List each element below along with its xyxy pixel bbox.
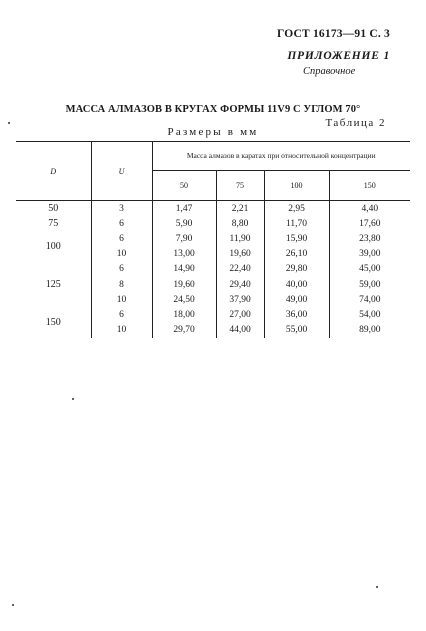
cell-diameter: 75: [48, 218, 59, 230]
table-number: Таблица 2: [325, 117, 386, 129]
cell-mass: 5,90: [152, 216, 216, 231]
cell-mass: 29,70: [152, 323, 216, 338]
column-header-u: U: [91, 142, 152, 201]
cell-mass: 23,80: [329, 231, 410, 246]
cell-u: 3: [91, 201, 152, 217]
cell-diameter: 150: [45, 317, 61, 328]
appendix-label: ПРИЛОЖЕНИЕ 1: [287, 50, 390, 62]
diamond-mass-table: [16, 141, 410, 338]
cell-u: 8: [91, 277, 152, 292]
cell-mass: 24,50: [152, 292, 216, 307]
cell-mass: 4,40: [329, 201, 410, 217]
cell-mass: 29,80: [264, 262, 329, 277]
column-header-concentration: 50: [152, 171, 216, 201]
cell-u: 10: [91, 323, 152, 338]
scan-speck: [376, 586, 378, 588]
scan-speck: [8, 122, 10, 124]
cell-diameter: 50: [48, 203, 59, 215]
cell-diameter: 100: [45, 241, 61, 253]
cell-mass: 19,60: [216, 247, 264, 262]
table-body: [16, 201, 410, 338]
scan-speck: [72, 398, 74, 400]
cell-mass: 27,00: [216, 307, 264, 322]
document-title: МАССА АЛМАЗОВ В КРУГАХ ФОРМЫ 11V9 С УГЛОМ 70°: [65, 104, 361, 115]
appendix-type: Справочное: [303, 66, 356, 77]
cell-u: 10: [91, 247, 152, 262]
cell-mass: 44,00: [216, 323, 264, 338]
column-header-d: D: [16, 142, 91, 201]
table-row: [16, 262, 410, 277]
cell-mass: 7,90: [152, 231, 216, 246]
cell-mass: 29,40: [216, 277, 264, 292]
cell-u: 6: [91, 262, 152, 277]
cell-mass: 2,21: [216, 201, 264, 217]
scan-speck: [12, 604, 14, 606]
column-header-concentration: 100: [264, 171, 329, 201]
column-header-concentration: 75: [216, 171, 264, 201]
table-row: [16, 307, 410, 322]
cell-mass: 54,00: [329, 307, 410, 322]
cell-mass: 45,00: [329, 262, 410, 277]
cell-mass: 2,95: [264, 201, 329, 217]
cell-diameter: 125: [45, 279, 61, 291]
cell-u: 10: [91, 292, 152, 307]
column-group-header: Масса алмазов в каратах при относительной концентрации: [152, 142, 410, 171]
cell-mass: 14,90: [152, 262, 216, 277]
cell-mass: 74,00: [329, 292, 410, 307]
units-note: Размеры в мм: [167, 126, 259, 138]
table-row: [16, 216, 410, 231]
cell-mass: 15,90: [264, 231, 329, 246]
table-row: [16, 231, 410, 246]
cell-mass: 11,70: [264, 216, 329, 231]
cell-mass: 89,00: [329, 323, 410, 338]
cell-mass: 22,40: [216, 262, 264, 277]
cell-mass: 17,60: [329, 216, 410, 231]
cell-mass: 49,00: [264, 292, 329, 307]
cell-mass: 26,10: [264, 247, 329, 262]
cell-u: 6: [91, 216, 152, 231]
standard-code: ГОСТ 16173—91 С. 3: [277, 28, 390, 40]
cell-mass: 19,60: [152, 277, 216, 292]
table-row: [16, 201, 410, 217]
cell-u: 6: [91, 307, 152, 322]
cell-mass: 8,80: [216, 216, 264, 231]
cell-mass: 36,00: [264, 307, 329, 322]
cell-mass: 55,00: [264, 323, 329, 338]
cell-mass: 59,00: [329, 277, 410, 292]
cell-mass: 11,90: [216, 231, 264, 246]
cell-mass: 40,00: [264, 277, 329, 292]
cell-u: 6: [91, 231, 152, 246]
column-header-concentration: 150: [329, 171, 410, 201]
cell-mass: 39,00: [329, 247, 410, 262]
cell-mass: 1,47: [152, 201, 216, 217]
cell-mass: 37,90: [216, 292, 264, 307]
cell-mass: 13,00: [152, 247, 216, 262]
cell-mass: 18,00: [152, 307, 216, 322]
